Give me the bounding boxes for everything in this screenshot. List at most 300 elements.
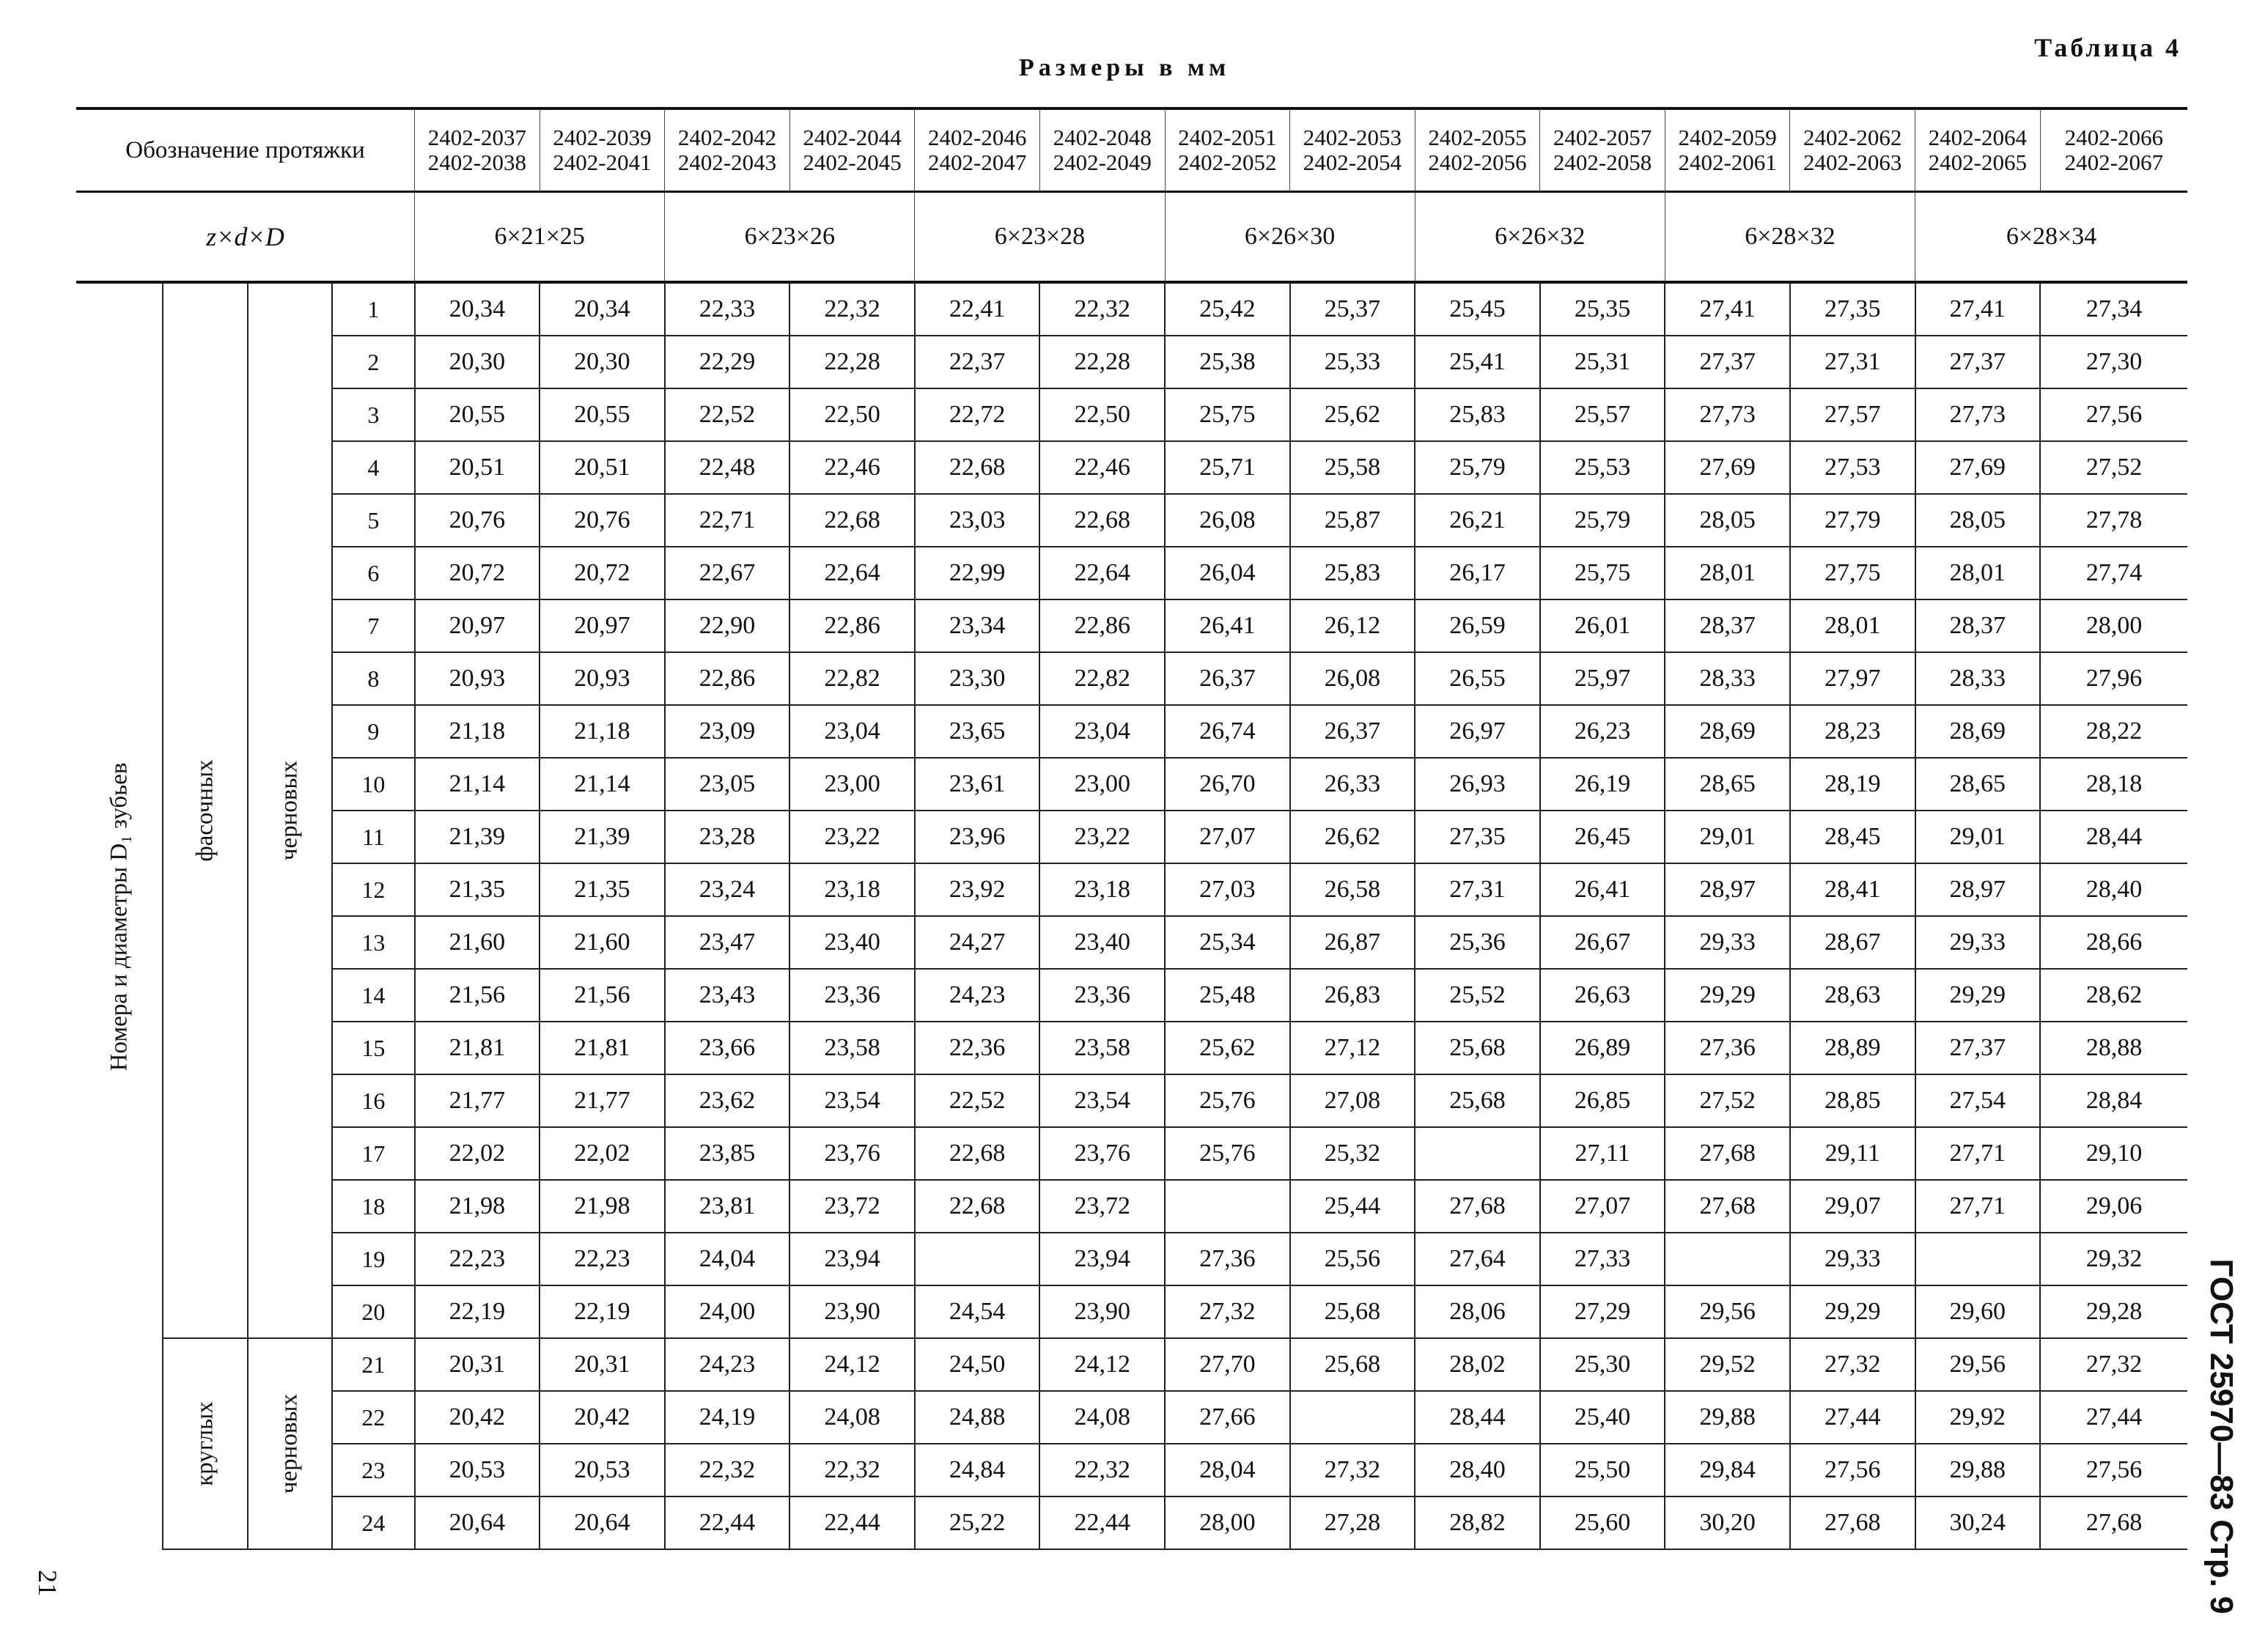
tooth-number: 6 [332,547,414,599]
designation-label: Обозначение протяжки [125,137,365,163]
diameter-cell: 25,31 [1540,336,1665,388]
tooth-number: 16 [332,1074,414,1127]
diameter-cell: 23,62 [665,1074,790,1127]
diameter-cell: 25,83 [1415,388,1540,441]
rough-label-text: черновых [276,1393,303,1494]
diameter-cell: 25,62 [1165,1022,1290,1074]
diameter-cell: 28,05 [1665,494,1790,547]
profile-cell: 6×26×30 [1165,192,1415,283]
diameter-cell: 20,34 [415,282,540,336]
diameter-cell: 25,79 [1415,441,1540,494]
gost-label [2199,1258,2243,1614]
diameter-cell: 28,89 [1790,1022,1915,1074]
diameter-cell: 27,36 [1165,1233,1290,1285]
diameter-cell: 27,68 [1415,1180,1540,1233]
diameter-cell: 21,60 [415,916,540,969]
diameter-cell: 28,00 [1165,1496,1290,1549]
diameter-cell: 22,28 [1039,336,1165,388]
diameter-cell: 27,07 [1165,811,1290,863]
diameter-cell [915,1233,1040,1285]
diameter-cell: 27,54 [1915,1074,2041,1127]
diameter-cell: 20,53 [415,1444,540,1496]
diameter-cell: 20,51 [540,441,665,494]
diameter-cell: 26,37 [1165,652,1290,705]
diameter-cell: 21,14 [415,758,540,811]
diameter-cell: 22,82 [1039,652,1165,705]
diameter-cell: 20,64 [415,1496,540,1549]
designation-code: 2402-2067 [2064,150,2163,175]
designation-code: 2402-2046 [928,125,1027,150]
table-row [76,652,2187,705]
designation-code: 2402-2056 [1428,150,1527,175]
profile-header [76,192,415,283]
diameter-cell: 20,97 [540,599,665,652]
diameter-cell [1665,1233,1790,1285]
gost-label-text: ГОСТ 25970—83 Стр. 9 [2203,1258,2239,1614]
tooth-number: 14 [332,969,414,1022]
table-row [76,758,2187,811]
profile-cell: 6×28×32 [1665,192,1915,283]
diameter-cell: 25,68 [1290,1338,1415,1391]
diameter-cell: 23,76 [789,1127,915,1180]
diameter-cell: 27,37 [1915,336,2041,388]
diameter-cell: 28,45 [1790,811,1915,863]
diameter-cell: 22,44 [665,1496,790,1549]
diameter-cell: 26,83 [1290,969,1415,1022]
designation-code: 2402-2045 [803,150,902,175]
diameter-cell: 25,48 [1165,969,1290,1022]
diameter-cell: 23,94 [789,1233,915,1285]
diameter-cell: 26,58 [1290,863,1415,916]
diameter-cell: 22,23 [540,1233,665,1285]
diameter-cell: 25,40 [1540,1391,1665,1444]
diameter-cell: 27,35 [1415,811,1540,863]
diameter-cell: 27,07 [1540,1180,1665,1233]
rough-label [248,282,332,1338]
diameter-cell: 23,92 [915,863,1040,916]
diameter-cell: 27,41 [1665,282,1790,336]
designation-code-cell [540,108,665,192]
diameter-cell: 23,03 [915,494,1040,547]
diameter-cell: 25,60 [1540,1496,1665,1549]
diameter-cell: 25,56 [1290,1233,1415,1285]
diameter-cell: 26,55 [1415,652,1540,705]
profile-cell: 6×23×26 [665,192,915,283]
tooth-number: 2 [332,336,414,388]
diameter-cell: 23,47 [665,916,790,969]
table-row [76,282,2187,336]
tooth-number: 17 [332,1127,414,1180]
designation-code-cell [1290,108,1415,192]
diameter-cell: 25,68 [1415,1022,1540,1074]
diameter-cell: 23,94 [1039,1233,1165,1285]
diameter-cell: 20,64 [540,1496,665,1549]
diameter-cell: 25,35 [1540,282,1665,336]
diameter-cell: 27,11 [1540,1127,1665,1180]
diameter-cell: 23,04 [789,705,915,758]
diameter-cell: 25,71 [1165,441,1290,494]
designation-code-cell [1665,108,1790,192]
diameter-cell: 22,68 [789,494,915,547]
diameter-cell: 22,32 [665,1444,790,1496]
diameter-cell: 26,37 [1290,705,1415,758]
diameter-cell: 28,65 [1915,758,2041,811]
diameter-cell: 26,45 [1540,811,1665,863]
diameter-cell: 24,84 [915,1444,1040,1496]
diameter-cell: 29,33 [1790,1233,1915,1285]
diameter-cell: 25,41 [1415,336,1540,388]
dimensions-table [76,107,2187,1550]
page-number [29,1561,66,1605]
designation-code: 2402-2065 [1928,150,2027,175]
tooth-number: 12 [332,863,414,916]
diameter-cell: 23,05 [665,758,790,811]
diameter-cell: 22,48 [665,441,790,494]
diameter-cell: 26,33 [1290,758,1415,811]
diameter-cell: 21,77 [415,1074,540,1127]
diameter-cell: 27,73 [1665,388,1790,441]
diameter-cell: 20,34 [540,282,665,336]
table-title: Таблица 4 [2034,33,2182,62]
designation-code-cell [1039,108,1165,192]
designation-code-cell [915,108,1040,192]
diameter-cell: 29,56 [1665,1285,1790,1338]
round-label-text: круглых [191,1401,218,1486]
diameter-cell: 20,51 [415,441,540,494]
table-row [76,811,2187,863]
diameter-cell: 27,28 [1290,1496,1415,1549]
diameter-cell: 22,67 [665,547,790,599]
diameter-cell: 22,86 [789,599,915,652]
diameter-cell: 23,34 [915,599,1040,652]
diameter-cell: 27,31 [1790,336,1915,388]
diameter-cell: 22,50 [789,388,915,441]
designation-code: 2402-2043 [677,150,777,175]
diameter-cell: 27,71 [1915,1127,2041,1180]
diameter-cell: 27,74 [2040,547,2187,599]
diameter-cell: 20,53 [540,1444,665,1496]
diameter-cell: 24,88 [915,1391,1040,1444]
diameter-cell: 21,39 [540,811,665,863]
diameter-cell: 24,54 [915,1285,1040,1338]
diameter-cell: 20,30 [540,336,665,388]
diameter-cell: 21,60 [540,916,665,969]
diameter-cell: 23,18 [1039,863,1165,916]
diameter-cell: 29,32 [2040,1233,2187,1285]
diameter-cell: 21,98 [415,1180,540,1233]
diameter-cell: 25,36 [1415,916,1540,969]
diameter-cell: 22,50 [1039,388,1165,441]
diameter-cell: 27,56 [2040,1444,2187,1496]
diameter-cell: 25,33 [1290,336,1415,388]
diameter-cell: 22,23 [415,1233,540,1285]
diameter-cell: 21,39 [415,811,540,863]
diameter-cell: 29,01 [1915,811,2041,863]
diameter-cell: 27,68 [1665,1180,1790,1233]
diameter-cell: 27,66 [1165,1391,1290,1444]
diameter-cell: 22,32 [789,282,915,336]
diameter-cell: 23,04 [1039,705,1165,758]
diameter-cell: 23,00 [789,758,915,811]
diameter-cell: 25,38 [1165,336,1290,388]
diameter-cell: 27,52 [1665,1074,1790,1127]
table-row [76,1127,2187,1180]
diameter-cell: 28,01 [1915,547,2041,599]
tooth-number: 18 [332,1180,414,1233]
designation-code: 2402-2053 [1303,125,1402,150]
diameter-cell: 27,44 [1790,1391,1915,1444]
diameter-cell: 22,44 [1039,1496,1165,1549]
diameter-cell: 26,08 [1165,494,1290,547]
table-row [76,1233,2187,1285]
diameter-cell: 22,02 [540,1127,665,1180]
diameter-cell: 20,55 [415,388,540,441]
designation-code: 2402-2059 [1678,125,1777,150]
diameter-cell: 21,81 [540,1022,665,1074]
designation-code-cell [415,108,540,192]
diameter-cell: 20,72 [415,547,540,599]
diameter-cell: 22,64 [789,547,915,599]
diameter-cell: 26,89 [1540,1022,1665,1074]
diameter-cell: 23,40 [789,916,915,969]
diameter-cell: 28,01 [1790,599,1915,652]
diameter-cell: 23,72 [789,1180,915,1233]
diameter-cell: 23,09 [665,705,790,758]
diameter-cell: 23,00 [1039,758,1165,811]
diameter-cell: 25,53 [1540,441,1665,494]
diameter-cell: 28,40 [1415,1444,1540,1496]
diameter-cell: 22,46 [1039,441,1165,494]
diameter-cell: 26,85 [1540,1074,1665,1127]
diameter-cell: 23,43 [665,969,790,1022]
table-row [76,599,2187,652]
table-row [76,705,2187,758]
table-row [76,1391,2187,1444]
diameter-cell: 29,88 [1665,1391,1790,1444]
diameter-cell: 27,12 [1290,1022,1415,1074]
diameter-cell: 25,68 [1290,1285,1415,1338]
rough-label-text: черновых [276,760,303,861]
diameter-cell: 29,88 [1915,1444,2041,1496]
diameter-cell: 25,97 [1540,652,1665,705]
diameter-cell: 24,00 [665,1285,790,1338]
diameter-cell: 22,71 [665,494,790,547]
diameter-cell: 22,68 [915,1180,1040,1233]
diameter-cell: 22,44 [789,1496,915,1549]
diameter-cell: 28,18 [2040,758,2187,811]
diameter-cell: 28,01 [1665,547,1790,599]
diameter-cell: 28,62 [2040,969,2187,1022]
designation-code: 2402-2047 [928,150,1027,175]
diameter-cell: 23,81 [665,1180,790,1233]
diameter-cell: 22,64 [1039,547,1165,599]
diameter-cell: 27,56 [2040,388,2187,441]
diameter-cell: 25,50 [1540,1444,1665,1496]
rough-label [248,1338,332,1549]
designation-code-cell [1540,108,1665,192]
diameter-cell: 27,37 [1665,336,1790,388]
designation-code-cell [789,108,915,192]
diameter-cell: 25,37 [1290,282,1415,336]
diameter-cell: 26,70 [1165,758,1290,811]
diameter-cell: 27,69 [1915,441,2041,494]
page-number-text: 21 [33,1570,62,1596]
diameter-cell: 26,23 [1540,705,1665,758]
diameter-cell: 29,11 [1790,1127,1915,1180]
designation-code-cell [665,108,790,192]
diameter-cell: 21,81 [415,1022,540,1074]
diameter-cell: 27,71 [1915,1180,2041,1233]
designation-code: 2402-2051 [1178,125,1277,150]
designation-code: 2402-2038 [427,150,527,175]
designation-code-cell [1790,108,1915,192]
diameter-cell: 20,31 [415,1338,540,1391]
table-row [76,863,2187,916]
diameter-cell: 25,58 [1290,441,1415,494]
tooth-number: 1 [332,282,414,336]
diameter-cell: 29,01 [1665,811,1790,863]
diameter-cell: 26,67 [1540,916,1665,969]
diameter-cell: 27,08 [1290,1074,1415,1127]
diameter-cell: 23,58 [789,1022,915,1074]
diameter-cell: 29,28 [2040,1285,2187,1338]
diameter-cell: 22,72 [915,388,1040,441]
diameter-cell: 22,52 [665,388,790,441]
diameter-cell: 21,56 [415,969,540,1022]
row-group-label-text: Номера и диаметры D₁ зубьев [106,762,133,1071]
diameter-cell: 25,75 [1540,547,1665,599]
diameter-cell: 23,90 [1039,1285,1165,1338]
diameter-cell: 23,54 [789,1074,915,1127]
diameter-cell: 27,68 [2040,1496,2187,1549]
diameter-cell: 26,63 [1540,969,1665,1022]
diameter-cell: 27,69 [1665,441,1790,494]
diameter-cell: 26,21 [1415,494,1540,547]
diameter-cell: 22,02 [415,1127,540,1180]
diameter-cell: 30,20 [1665,1496,1790,1549]
tooth-number: 23 [332,1444,414,1496]
diameter-cell: 22,68 [915,441,1040,494]
profile-cell: 6×21×25 [415,192,665,283]
diameter-cell: 29,56 [1915,1338,2041,1391]
diameter-cell [1165,1180,1290,1233]
diameter-cell: 28,40 [2040,863,2187,916]
diameter-cell: 26,59 [1415,599,1540,652]
diameter-cell: 25,57 [1540,388,1665,441]
profile-cell: 6×26×32 [1415,192,1665,283]
diameter-cell: 23,72 [1039,1180,1165,1233]
diameter-cell: 28,63 [1790,969,1915,1022]
diameter-cell: 27,34 [2040,282,2187,336]
diameter-cell: 23,76 [1039,1127,1165,1180]
designation-code: 2402-2049 [1053,150,1152,175]
diameter-cell: 25,83 [1290,547,1415,599]
table-row [76,1022,2187,1074]
diameter-cell: 20,31 [540,1338,665,1391]
diameter-cell: 27,79 [1790,494,1915,547]
diameter-cell: 27,68 [1790,1496,1915,1549]
table-row [76,969,2187,1022]
designation-code: 2402-2055 [1428,125,1527,150]
diameter-cell: 29,10 [2040,1127,2187,1180]
diameter-cell: 26,12 [1290,599,1415,652]
diameter-cell: 23,96 [915,811,1040,863]
diameter-cell: 27,68 [1665,1127,1790,1180]
diameter-cell: 28,66 [2040,916,2187,969]
diameter-cell: 28,88 [2040,1022,2187,1074]
diameter-cell: 25,32 [1290,1127,1415,1180]
diameter-cell: 21,56 [540,969,665,1022]
diameter-cell: 27,75 [1790,547,1915,599]
row-group-label [76,282,163,1549]
profile-label: z×d×D [206,222,284,251]
diameter-cell: 21,14 [540,758,665,811]
diameter-cell: 27,44 [2040,1391,2187,1444]
diameter-cell: 27,37 [1915,1022,2041,1074]
diameter-cell: 22,68 [915,1127,1040,1180]
diameter-cell [1915,1233,2041,1285]
diameter-cell [1290,1391,1415,1444]
tooth-number: 9 [332,705,414,758]
diameter-cell [1415,1127,1540,1180]
diameter-cell: 22,32 [789,1444,915,1496]
diameter-cell: 22,33 [665,282,790,336]
designation-code: 2402-2048 [1053,125,1152,150]
tooth-number: 24 [332,1496,414,1549]
diameter-cell: 27,97 [1790,652,1915,705]
table-row [76,1338,2187,1391]
diameter-cell: 25,76 [1165,1074,1290,1127]
tooth-number: 11 [332,811,414,863]
diameter-cell: 25,44 [1290,1180,1415,1233]
tooth-number: 15 [332,1022,414,1074]
diameter-cell: 25,62 [1290,388,1415,441]
tooth-number: 8 [332,652,414,705]
diameter-cell: 25,34 [1165,916,1290,969]
diameter-cell: 27,57 [1790,388,1915,441]
diameter-cell: 24,23 [665,1338,790,1391]
diameter-cell: 24,23 [915,969,1040,1022]
tooth-number: 3 [332,388,414,441]
diameter-cell: 27,73 [1915,388,2041,441]
diameter-cell: 27,96 [2040,652,2187,705]
tooth-number: 7 [332,599,414,652]
diameter-cell: 28,69 [1665,705,1790,758]
designation-code: 2402-2052 [1178,150,1277,175]
tooth-number: 20 [332,1285,414,1338]
diameter-cell: 28,00 [2040,599,2187,652]
table-row [76,336,2187,388]
diameter-cell: 26,17 [1415,547,1540,599]
designation-code-cell [1165,108,1290,192]
diameter-cell: 22,41 [915,282,1040,336]
diameter-cell: 28,06 [1415,1285,1540,1338]
diameter-cell: 23,66 [665,1022,790,1074]
diameter-cell: 23,18 [789,863,915,916]
designation-code: 2402-2037 [427,125,527,150]
diameter-cell: 28,37 [1665,599,1790,652]
diameter-cell: 21,98 [540,1180,665,1233]
diameter-cell: 29,60 [1915,1285,2041,1338]
diameter-cell: 26,62 [1290,811,1415,863]
table-row [76,494,2187,547]
diameter-cell: 22,90 [665,599,790,652]
diameter-cell: 24,27 [915,916,1040,969]
diameter-cell: 29,29 [1665,969,1790,1022]
diameter-cell: 20,76 [540,494,665,547]
diameter-cell: 28,05 [1915,494,2041,547]
table-row [76,1074,2187,1127]
